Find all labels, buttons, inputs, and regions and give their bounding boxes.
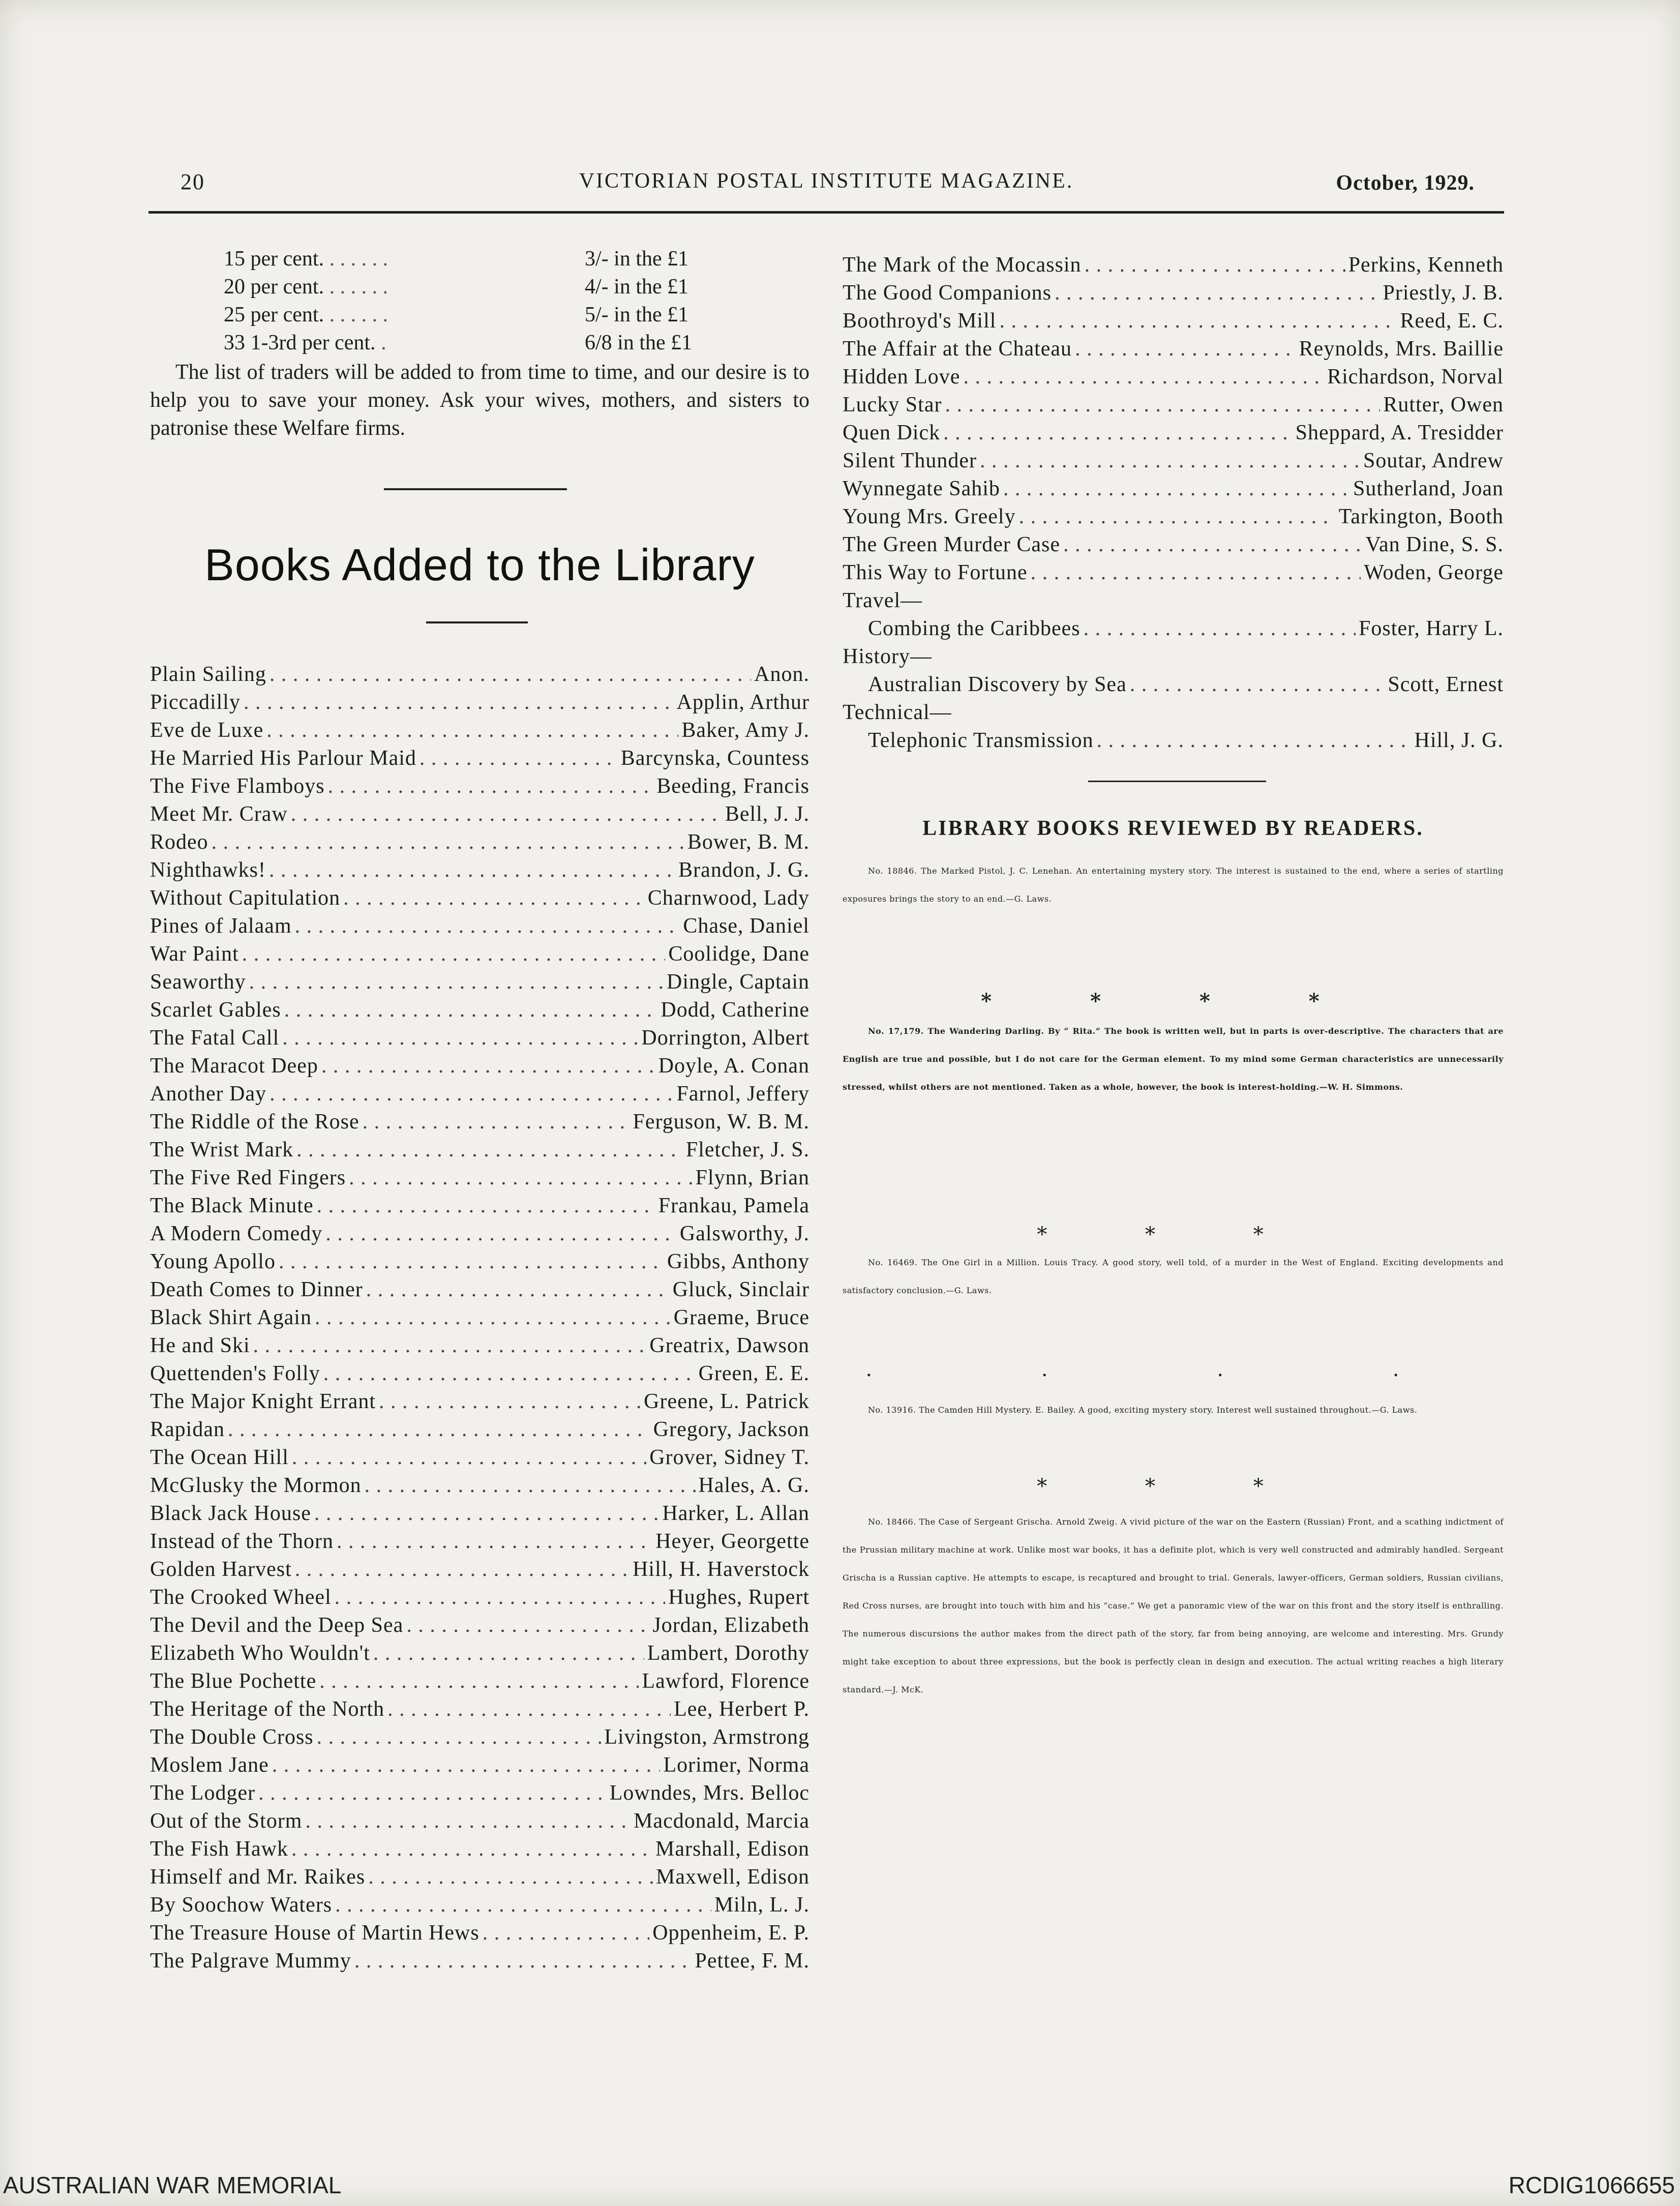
book-title: Himself and Mr. Raikes <box>150 1865 366 1889</box>
book-entry <box>150 1417 809 1445</box>
leader-dots <box>387 1697 671 1721</box>
book-entry <box>150 914 809 942</box>
book-title: Meet Mr. Craw <box>150 802 288 826</box>
book-entry <box>843 504 1504 532</box>
leader-dots <box>1031 560 1361 585</box>
book-title: The Ocean Hill <box>150 1446 289 1469</box>
book-author: Grover, Sidney T. <box>649 1446 809 1469</box>
book-title: The Fatal Call <box>150 1026 280 1050</box>
magazine-title: VICTORIAN POSTAL INSTITUTE MAGAZINE. <box>579 169 1074 193</box>
book-author: Farnol, Jeffery <box>676 1082 809 1106</box>
book-title: The Wrist Mark <box>150 1138 294 1161</box>
book-title: The Treasure House of Martin Hews <box>150 1921 479 1945</box>
book-author: Frankau, Pamela <box>658 1194 809 1217</box>
book-entry <box>150 1361 809 1389</box>
book-author: Beeding, Francis <box>656 774 809 798</box>
book-entry <box>843 672 1504 700</box>
title-underline <box>426 621 528 623</box>
leader-dots <box>354 1949 692 1973</box>
book-author: Macdonald, Marcia <box>634 1809 809 1833</box>
book-entry <box>843 337 1504 365</box>
discount-row <box>150 247 809 275</box>
book-entry <box>150 1585 809 1613</box>
review-13916: No. 13916. The Camden Hill Mystery. E. Bailey. A good, exciting mystery story. Interest well sustained throughout.—G. Laws. <box>868 1405 1418 1415</box>
book-author: Fletcher, J. S. <box>685 1138 809 1161</box>
book-author: Graeme, Bruce <box>673 1306 809 1329</box>
leader-dots <box>1130 672 1385 697</box>
book-entry <box>843 393 1504 421</box>
book-author: Hill, J. G. <box>1414 729 1504 752</box>
footer-source: AUSTRALIAN WAR MEMORIAL <box>3 2172 342 2198</box>
leader-dots <box>321 1054 655 1078</box>
book-entry <box>150 1697 809 1725</box>
book-title: The Mark of the Mocassin <box>843 253 1082 277</box>
book-entry <box>150 1921 809 1949</box>
book-entry <box>150 746 809 774</box>
book-author: Sheppard, A. Tresidder <box>1295 421 1504 444</box>
page-header <box>147 164 1505 199</box>
book-entry <box>150 1837 809 1865</box>
separator-stars: * * * <box>1037 1223 1309 1246</box>
book-title: Seaworthy <box>150 970 246 994</box>
book-author: Barcynska, Countess <box>620 747 809 770</box>
leader-dots <box>335 1893 711 1917</box>
leader-dots <box>335 1585 666 1609</box>
book-author: Ferguson, W. B. M. <box>633 1110 809 1134</box>
leader-dots <box>291 802 722 826</box>
book-entry <box>150 1753 809 1781</box>
book-author: Livingston, Armstrong <box>604 1725 809 1749</box>
leader-dots <box>349 1166 693 1190</box>
leader-dots <box>323 1361 696 1386</box>
book-author: Baker, Amy J. <box>681 719 809 742</box>
leader-dots <box>295 914 680 938</box>
book-author: Priestly, J. B. <box>1383 281 1504 305</box>
category-label: History— <box>843 645 932 668</box>
leader-dots <box>1097 728 1412 753</box>
book-entry <box>150 1557 809 1585</box>
book-title: The Riddle of the Rose <box>150 1110 359 1134</box>
book-title: Another Day <box>150 1082 267 1106</box>
book-entry <box>150 1305 809 1333</box>
discount-amount: 5/- in the £1 <box>585 303 689 326</box>
book-title: Quettenden's Folly <box>150 1362 320 1385</box>
leader-dots <box>325 1221 677 1246</box>
book-entry <box>150 1501 809 1529</box>
leader-dots <box>483 1921 649 1945</box>
leader-dots <box>296 1138 683 1162</box>
book-author: Gibbs, Anthony <box>667 1250 809 1273</box>
book-entry <box>843 309 1504 337</box>
separator-stars: * * * <box>1037 1475 1309 1498</box>
book-author: Flynn, Brian <box>695 1166 809 1189</box>
book-author: Sutherland, Joan <box>1353 477 1504 500</box>
issue-date: October, 1929. <box>1336 171 1475 195</box>
book-author: Heyer, Georgette <box>655 1530 809 1553</box>
leader-dots <box>1084 616 1356 641</box>
book-entry <box>843 281 1504 309</box>
reviews-title: LIBRARY BOOKS REVIEWED BY READERS. <box>922 817 1424 840</box>
traders-note: The list of traders will be added to from time to time, and our desire is to help you to save your money. Ask your wives, mothers, and sisters to patronise these Welfare firms. <box>150 361 809 440</box>
book-author: Hales, A. G. <box>698 1474 809 1497</box>
book-entry <box>150 1026 809 1054</box>
book-title: Without Capitulation <box>150 886 341 910</box>
leader-dots <box>419 746 618 770</box>
leader-dots <box>363 1110 630 1134</box>
book-entry <box>150 1445 809 1473</box>
book-title: The Affair at the Chateau <box>843 337 1072 361</box>
leader-dots <box>279 1249 664 1274</box>
leader-dots <box>337 1529 652 1554</box>
book-title: Black Jack House <box>150 1502 311 1525</box>
book-entry <box>843 476 1504 504</box>
book-title: Hidden Love <box>843 365 961 389</box>
leader-dots <box>292 1445 646 1470</box>
book-author: Rutter, Owen <box>1383 393 1504 416</box>
book-title: Boothroyd's Mill <box>843 309 997 333</box>
discount-percent: 20 per cent. . . . <box>224 275 386 299</box>
leader-dots <box>284 998 658 1022</box>
book-author: Miln, L. J. <box>714 1893 809 1917</box>
leader-dots <box>343 886 645 910</box>
leader-dots <box>258 1781 607 1805</box>
leader-dots <box>305 1809 631 1833</box>
discount-row <box>150 303 809 331</box>
discount-amount: 6/8 in the £1 <box>585 331 693 354</box>
book-title: Out of the Storm <box>150 1809 303 1833</box>
leader-dots <box>269 662 751 687</box>
book-author: Anon. <box>754 663 809 686</box>
book-author: Lorimer, Norma <box>663 1753 809 1777</box>
book-entry <box>150 718 809 746</box>
book-entry <box>150 1669 809 1697</box>
book-entry <box>150 942 809 970</box>
book-author: Dorrington, Albert <box>641 1026 809 1050</box>
leader-dots <box>317 1725 602 1749</box>
book-entry <box>150 1333 809 1361</box>
book-title: The Five Flamboys <box>150 774 325 798</box>
discount-percent: 25 per cent. . . . <box>224 303 386 327</box>
book-author: Foster, Harry L. <box>1359 617 1504 640</box>
leader-dots <box>365 1473 696 1498</box>
divider-rule <box>384 488 567 490</box>
book-title: The Palgrave Mummy <box>150 1949 351 1973</box>
book-title: He and Ski <box>150 1334 250 1357</box>
book-entry <box>843 532 1504 560</box>
book-entry <box>150 1389 809 1417</box>
book-title: Eve de Luxe <box>150 719 264 742</box>
book-author: Reed, E. C. <box>1400 309 1504 333</box>
book-title: Instead of the Thorn <box>150 1530 334 1553</box>
book-author: Galsworthy, J. <box>679 1222 809 1245</box>
book-entry <box>150 1194 809 1221</box>
book-title: The Good Companions <box>843 281 1052 305</box>
book-title: Quen Dick <box>843 421 941 444</box>
book-author: Oppenheim, E. P. <box>652 1921 809 1945</box>
book-title: The Green Murder Case <box>843 533 1060 556</box>
book-author: Lowndes, Mrs. Belloc <box>609 1781 809 1805</box>
book-entry <box>150 1110 809 1138</box>
book-title: Young Mrs. Greely <box>843 505 1016 528</box>
book-author: Perkins, Kenneth <box>1348 253 1504 277</box>
book-author: Hughes, Rupert <box>668 1586 809 1609</box>
book-title: The Devil and the Deep Sea <box>150 1614 404 1637</box>
book-entry <box>150 1249 809 1277</box>
book-entry <box>150 1725 809 1753</box>
discount-percent: 33 1-3rd per cent. . . . <box>224 331 386 355</box>
leader-dots <box>963 365 1324 389</box>
book-title: Australian Discovery by Sea <box>868 673 1127 696</box>
book-title: Combing the Caribbees <box>868 617 1081 640</box>
leader-dots <box>269 858 675 882</box>
leader-dots <box>244 690 674 714</box>
book-entry <box>150 1641 809 1669</box>
book-title: War Paint <box>150 942 239 966</box>
book-entry <box>150 1865 809 1893</box>
leader-dots <box>315 1305 671 1330</box>
book-author: Lambert, Dorothy <box>647 1642 809 1665</box>
book-author: Doyle, A. Conan <box>658 1054 809 1078</box>
leader-dots <box>943 421 1293 445</box>
book-title: Lucky Star <box>843 393 942 416</box>
discount-row <box>150 331 809 359</box>
header-rule <box>148 211 1504 214</box>
discount-row <box>150 275 809 303</box>
book-entry <box>150 1613 809 1641</box>
leader-dots <box>1063 532 1362 557</box>
leader-dots <box>295 1557 629 1582</box>
book-title: Death Comes to Dinner <box>150 1278 363 1301</box>
book-title: The Major Knight Errant <box>150 1390 376 1413</box>
book-author: Lawford, Florence <box>642 1670 809 1693</box>
book-title: Telephonic Transmission <box>868 729 1094 752</box>
book-entry <box>150 886 809 914</box>
leader-dots <box>317 1194 655 1218</box>
footer-id: RCDIG1066655 <box>1508 2172 1675 2198</box>
book-title: McGlusky the Mormon <box>150 1474 362 1497</box>
leader-dots <box>249 970 664 994</box>
book-title: This Way to Fortune <box>843 561 1028 584</box>
book-title: Piccadilly <box>150 691 241 714</box>
book-author: Bell, J. J. <box>725 802 809 826</box>
book-title: Elizabeth Who Wouldn't <box>150 1642 370 1665</box>
book-author: Gregory, Jackson <box>653 1418 809 1441</box>
book-entry <box>843 421 1504 449</box>
book-author: Applin, Arthur <box>676 691 809 714</box>
book-entry <box>150 1082 809 1110</box>
leader-dots <box>291 1837 652 1861</box>
leader-dots <box>1075 337 1296 361</box>
leader-dots <box>282 1026 638 1050</box>
book-author: Jordan, Elizabeth <box>652 1614 809 1637</box>
book-entry <box>150 1221 809 1249</box>
book-entry <box>843 616 1504 644</box>
book-title: The Fish Hawk <box>150 1837 288 1861</box>
leader-dots <box>368 1865 653 1889</box>
book-title: The Maracot Deep <box>150 1054 318 1078</box>
book-entry <box>150 774 809 802</box>
discount-table <box>150 247 809 442</box>
book-author: Soutar, Andrew <box>1363 449 1504 472</box>
book-author: Bower, B. M. <box>687 830 809 854</box>
leader-dots <box>980 449 1360 473</box>
book-author: Pettee, F. M. <box>695 1949 809 1973</box>
book-author: Woden, George <box>1364 561 1504 584</box>
book-title: The Heritage of the North <box>150 1697 385 1721</box>
discount-amount: 4/- in the £1 <box>585 275 689 299</box>
book-author: Gluck, Sinclair <box>672 1278 809 1301</box>
book-entry <box>150 1529 809 1557</box>
book-title: The Crooked Wheel <box>150 1586 332 1609</box>
book-title: Rodeo <box>150 830 208 854</box>
book-author: Marshall, Edison <box>655 1837 809 1861</box>
book-title: A Modern Comedy <box>150 1222 323 1245</box>
book-title: Silent Thunder <box>843 449 977 472</box>
book-author: Hill, H. Haverstock <box>633 1558 809 1581</box>
book-entry <box>150 1054 809 1082</box>
book-author: Reynolds, Mrs. Baillie <box>1299 337 1504 361</box>
book-author: Lee, Herbert P. <box>674 1697 809 1721</box>
leader-dots <box>272 1753 661 1777</box>
book-title: He Married His Parlour Maid <box>150 747 416 770</box>
book-entry <box>843 728 1504 756</box>
book-author: Chase, Daniel <box>683 914 809 938</box>
book-entry <box>843 449 1504 476</box>
book-entry <box>150 1166 809 1194</box>
book-author: Richardson, Norval <box>1327 365 1504 389</box>
leader-dots <box>314 1501 659 1526</box>
section-title: Books Added to the Library <box>204 540 755 590</box>
book-entry <box>150 970 809 998</box>
leader-dots <box>999 309 1397 333</box>
divider-rule <box>1088 781 1266 782</box>
book-author: Brandon, J. G. <box>678 858 809 882</box>
book-author: Greene, L. Patrick <box>644 1390 809 1413</box>
book-entry <box>150 690 809 718</box>
book-author: Harker, L. Allan <box>662 1502 809 1525</box>
book-author: Scott, Ernest <box>1388 673 1504 696</box>
book-title: The Blue Pochette <box>150 1670 317 1693</box>
leader-dots <box>379 1389 641 1414</box>
leader-dots <box>1055 281 1380 305</box>
book-entry <box>843 253 1504 281</box>
book-entry <box>150 802 809 830</box>
book-author: Dodd, Catherine <box>661 998 809 1022</box>
book-entry <box>150 1781 809 1809</box>
book-entry <box>150 1277 809 1305</box>
leader-dots <box>1019 504 1336 529</box>
book-author: Coolidge, Dane <box>668 942 809 966</box>
book-entry <box>150 1893 809 1921</box>
review-18846: No. 18846. The Marked Pistol, J. C. Lenehan. An entertaining mystery story. The interest is sustained to the end, where a series of startling exposures brings the story to an end.—G. Laws. <box>843 866 1504 904</box>
book-entry <box>150 1473 809 1501</box>
leader-dots <box>1003 476 1350 501</box>
leader-dots <box>366 1277 670 1302</box>
book-author: Charnwood, Lady <box>647 886 809 910</box>
book-author: Green, E. E. <box>698 1362 809 1385</box>
book-entry <box>150 1949 809 1977</box>
separator-dots: . . . . <box>865 1358 1481 1381</box>
book-entry <box>150 1809 809 1837</box>
book-entry <box>150 858 809 886</box>
book-entry <box>150 998 809 1026</box>
leader-dots <box>319 1669 639 1693</box>
leader-dots <box>228 1417 650 1442</box>
book-title: Rapidan <box>150 1418 225 1441</box>
review-16469: No. 16469. The One Girl in a Million. Louis Tracy. A good story, well told, of a murder in the West of England. Exciting developments and satisfactory conclusion.—G. Laws. <box>843 1258 1504 1295</box>
leader-dots <box>406 1613 649 1637</box>
category-label: Technical— <box>843 701 952 724</box>
review-18466: No. 18466. The Case of Sergeant Grischa. Arnold Zweig. A vivid picture of the war on the Eastern (Russian) Front, and a scathing indictment of the Prussian military machine at work. Unlike most war books, it has a definite plot, which is very well constructed and admirably handled. Sergeant Grischa is a Russian captive. He attempts to escape, is recaptured and brought to trial. Generals, lawyer-officers, German soldiers, Russian civilians, Red Cross nurses, are brought into touch with him and his “case.” We get a panoramic view of the war on this front and the story itself is enthralling. The numerous discursions the author makes from the direct path of the story, far from being annoying, are welcome and interesting. Mrs. Grundy might take exception to about three expressions, but the book is perfectly clean in design and execution. The actual writing reaches a high literary standard.—J. McK. <box>843 1517 1504 1694</box>
book-entry <box>150 1138 809 1166</box>
book-author: Van Dine, S. S. <box>1365 533 1504 556</box>
book-title: Pines of Jalaam <box>150 914 292 938</box>
book-title: By Soochow Waters <box>150 1893 333 1917</box>
leader-dots <box>373 1641 644 1665</box>
leader-dots <box>945 393 1380 417</box>
book-author: Maxwell, Edison <box>656 1865 809 1889</box>
book-title: Nighthawks! <box>150 858 266 882</box>
book-title: The Double Cross <box>150 1725 314 1749</box>
leader-dots <box>266 718 678 742</box>
book-entry <box>843 560 1504 588</box>
page-number: 20 <box>181 169 205 194</box>
book-title: Golden Harvest <box>150 1558 292 1581</box>
book-title: Moslem Jane <box>150 1753 269 1777</box>
book-author: Greatrix, Dawson <box>649 1334 809 1357</box>
separator-stars: * * * * <box>981 989 1365 1013</box>
book-author: Tarkington, Booth <box>1338 505 1504 528</box>
review-17179: No. 17,179. The Wandering Darling. By “ Rita.” The book is written well, but in parts is over-descriptive. The characters that are English are true and possible, but I do not care for the German element. To my mind some German characteristics are unnecessarily stressed, whilst others are not mentioned. Taken as a whole, however, the book is interest-holding.—W. H. Simmons. <box>843 1026 1504 1092</box>
book-title: Scarlet Gables <box>150 998 281 1022</box>
book-entry <box>843 365 1504 393</box>
book-title: Black Shirt Again <box>150 1306 312 1329</box>
book-title: The Lodger <box>150 1781 256 1805</box>
book-title: Young Apollo <box>150 1250 276 1273</box>
book-title: Plain Sailing <box>150 663 266 686</box>
book-title: Wynnegate Sahib <box>843 477 1000 500</box>
leader-dots <box>1085 253 1345 277</box>
book-title: The Black Minute <box>150 1194 314 1217</box>
books-list-left <box>150 662 809 1977</box>
leader-dots <box>253 1333 647 1358</box>
leader-dots <box>328 774 654 798</box>
book-author: Dingle, Captain <box>667 970 809 994</box>
category-label: Travel— <box>843 589 923 612</box>
discount-percent: 15 per cent. . . . <box>224 247 386 271</box>
book-entry <box>150 830 809 858</box>
book-title: The Five Red Fingers <box>150 1166 346 1189</box>
book-entry <box>150 662 809 690</box>
leader-dots <box>212 830 684 854</box>
leader-dots <box>242 942 666 966</box>
discount-amount: 3/- in the £1 <box>585 247 689 271</box>
leader-dots <box>269 1082 673 1106</box>
books-list-right <box>843 253 1504 756</box>
